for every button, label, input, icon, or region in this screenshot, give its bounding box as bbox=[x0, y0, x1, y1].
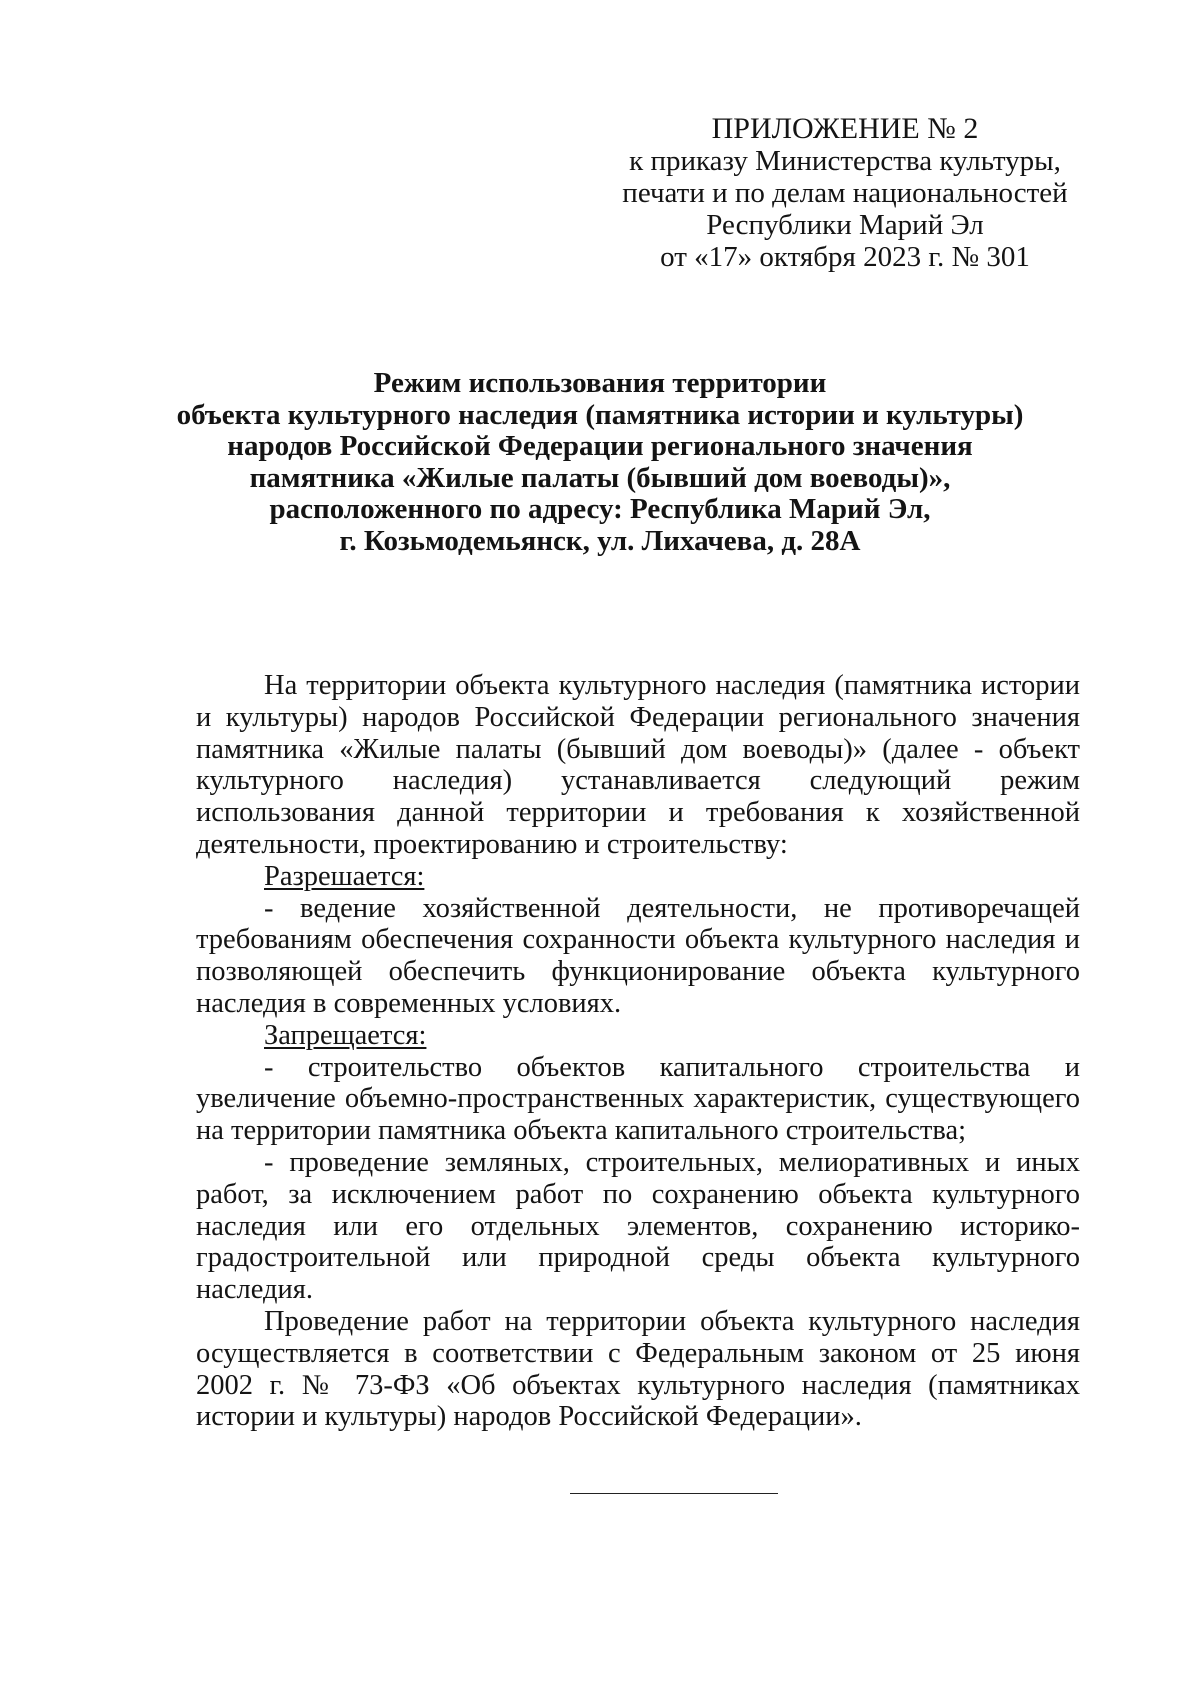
appendix-line-4: от «17» октября 2023 г. № 301 bbox=[660, 241, 1030, 273]
title-line-4: памятника «Жилые палаты (бывший дом воеводы)», bbox=[249, 461, 951, 494]
title-line-5: расположенного по адресу: Республика Марий Эл, bbox=[269, 493, 931, 525]
forbidden-heading-text: Запрещается: bbox=[264, 1019, 427, 1051]
title-line-6: г. Козьмодемьянск, ул. Лихачева, д. 28А bbox=[339, 524, 861, 557]
appendix-header bbox=[600, 113, 1090, 273]
allowed-heading bbox=[196, 861, 1080, 893]
appendix-line-2: печати и по делам национальностей bbox=[622, 177, 1068, 209]
end-divider-line bbox=[570, 1493, 778, 1494]
document-body bbox=[196, 670, 1080, 1433]
appendix-title: ПРИЛОЖЕНИЕ № 2 bbox=[711, 112, 979, 145]
allowed-heading-text: Разрешается: bbox=[264, 860, 425, 892]
document-title bbox=[150, 368, 1050, 557]
title-line-2: объекта культурного наследия (памятника истории и культуры) bbox=[176, 398, 1024, 431]
forbidden-heading bbox=[196, 1020, 1080, 1052]
appendix-line-3: Республики Марий Эл bbox=[706, 209, 984, 241]
closing-paragraph: Проведение работ на территории объекта культурного наследия осуществляется в соответствии с Федеральным законом от 25 июня 2002 г. № 73-ФЗ «Об объектах культурного наследия (памятниках истории и культуры) народов Российской Федерации». bbox=[196, 1305, 1080, 1433]
allowed-item: - ведение хозяйственной деятельности, не противоречащей требованиям обеспечения сохранности объекта культурного наследия и позволяющей обеспечить функционирование объекта культурного наследия в современных условиях. bbox=[196, 892, 1080, 1019]
forbidden-item: - проведение земляных, строительных, мелиоративных и иных работ, за исключением работ по сохранению объекта культурного наследия или его отдельных элементов, сохранению историко-градостроительной или природной среды объекта культурного наследия. bbox=[196, 1146, 1080, 1306]
appendix-line-1: к приказу Министерства культуры, bbox=[629, 145, 1061, 177]
intro-paragraph: На территории объекта культурного наследия (памятника истории и культуры) народов Российской Федерации регионального значения памятника «Жилые палаты (бывший дом воеводы)» (далее - объект культурного наследия) устанавливается следующий режим использования данной территории и требования к хозяйственной деятельности, проектированию и строительству: bbox=[196, 670, 1080, 860]
forbidden-item: - строительство объектов капитального строительства и увеличение объемно-пространственных характеристик, существующего на территории памятника объекта капитального строительства; bbox=[196, 1051, 1080, 1147]
title-line-1: Режим использования территории bbox=[373, 367, 827, 399]
title-line-3: народов Российской Федерации регионального значения bbox=[227, 430, 973, 462]
